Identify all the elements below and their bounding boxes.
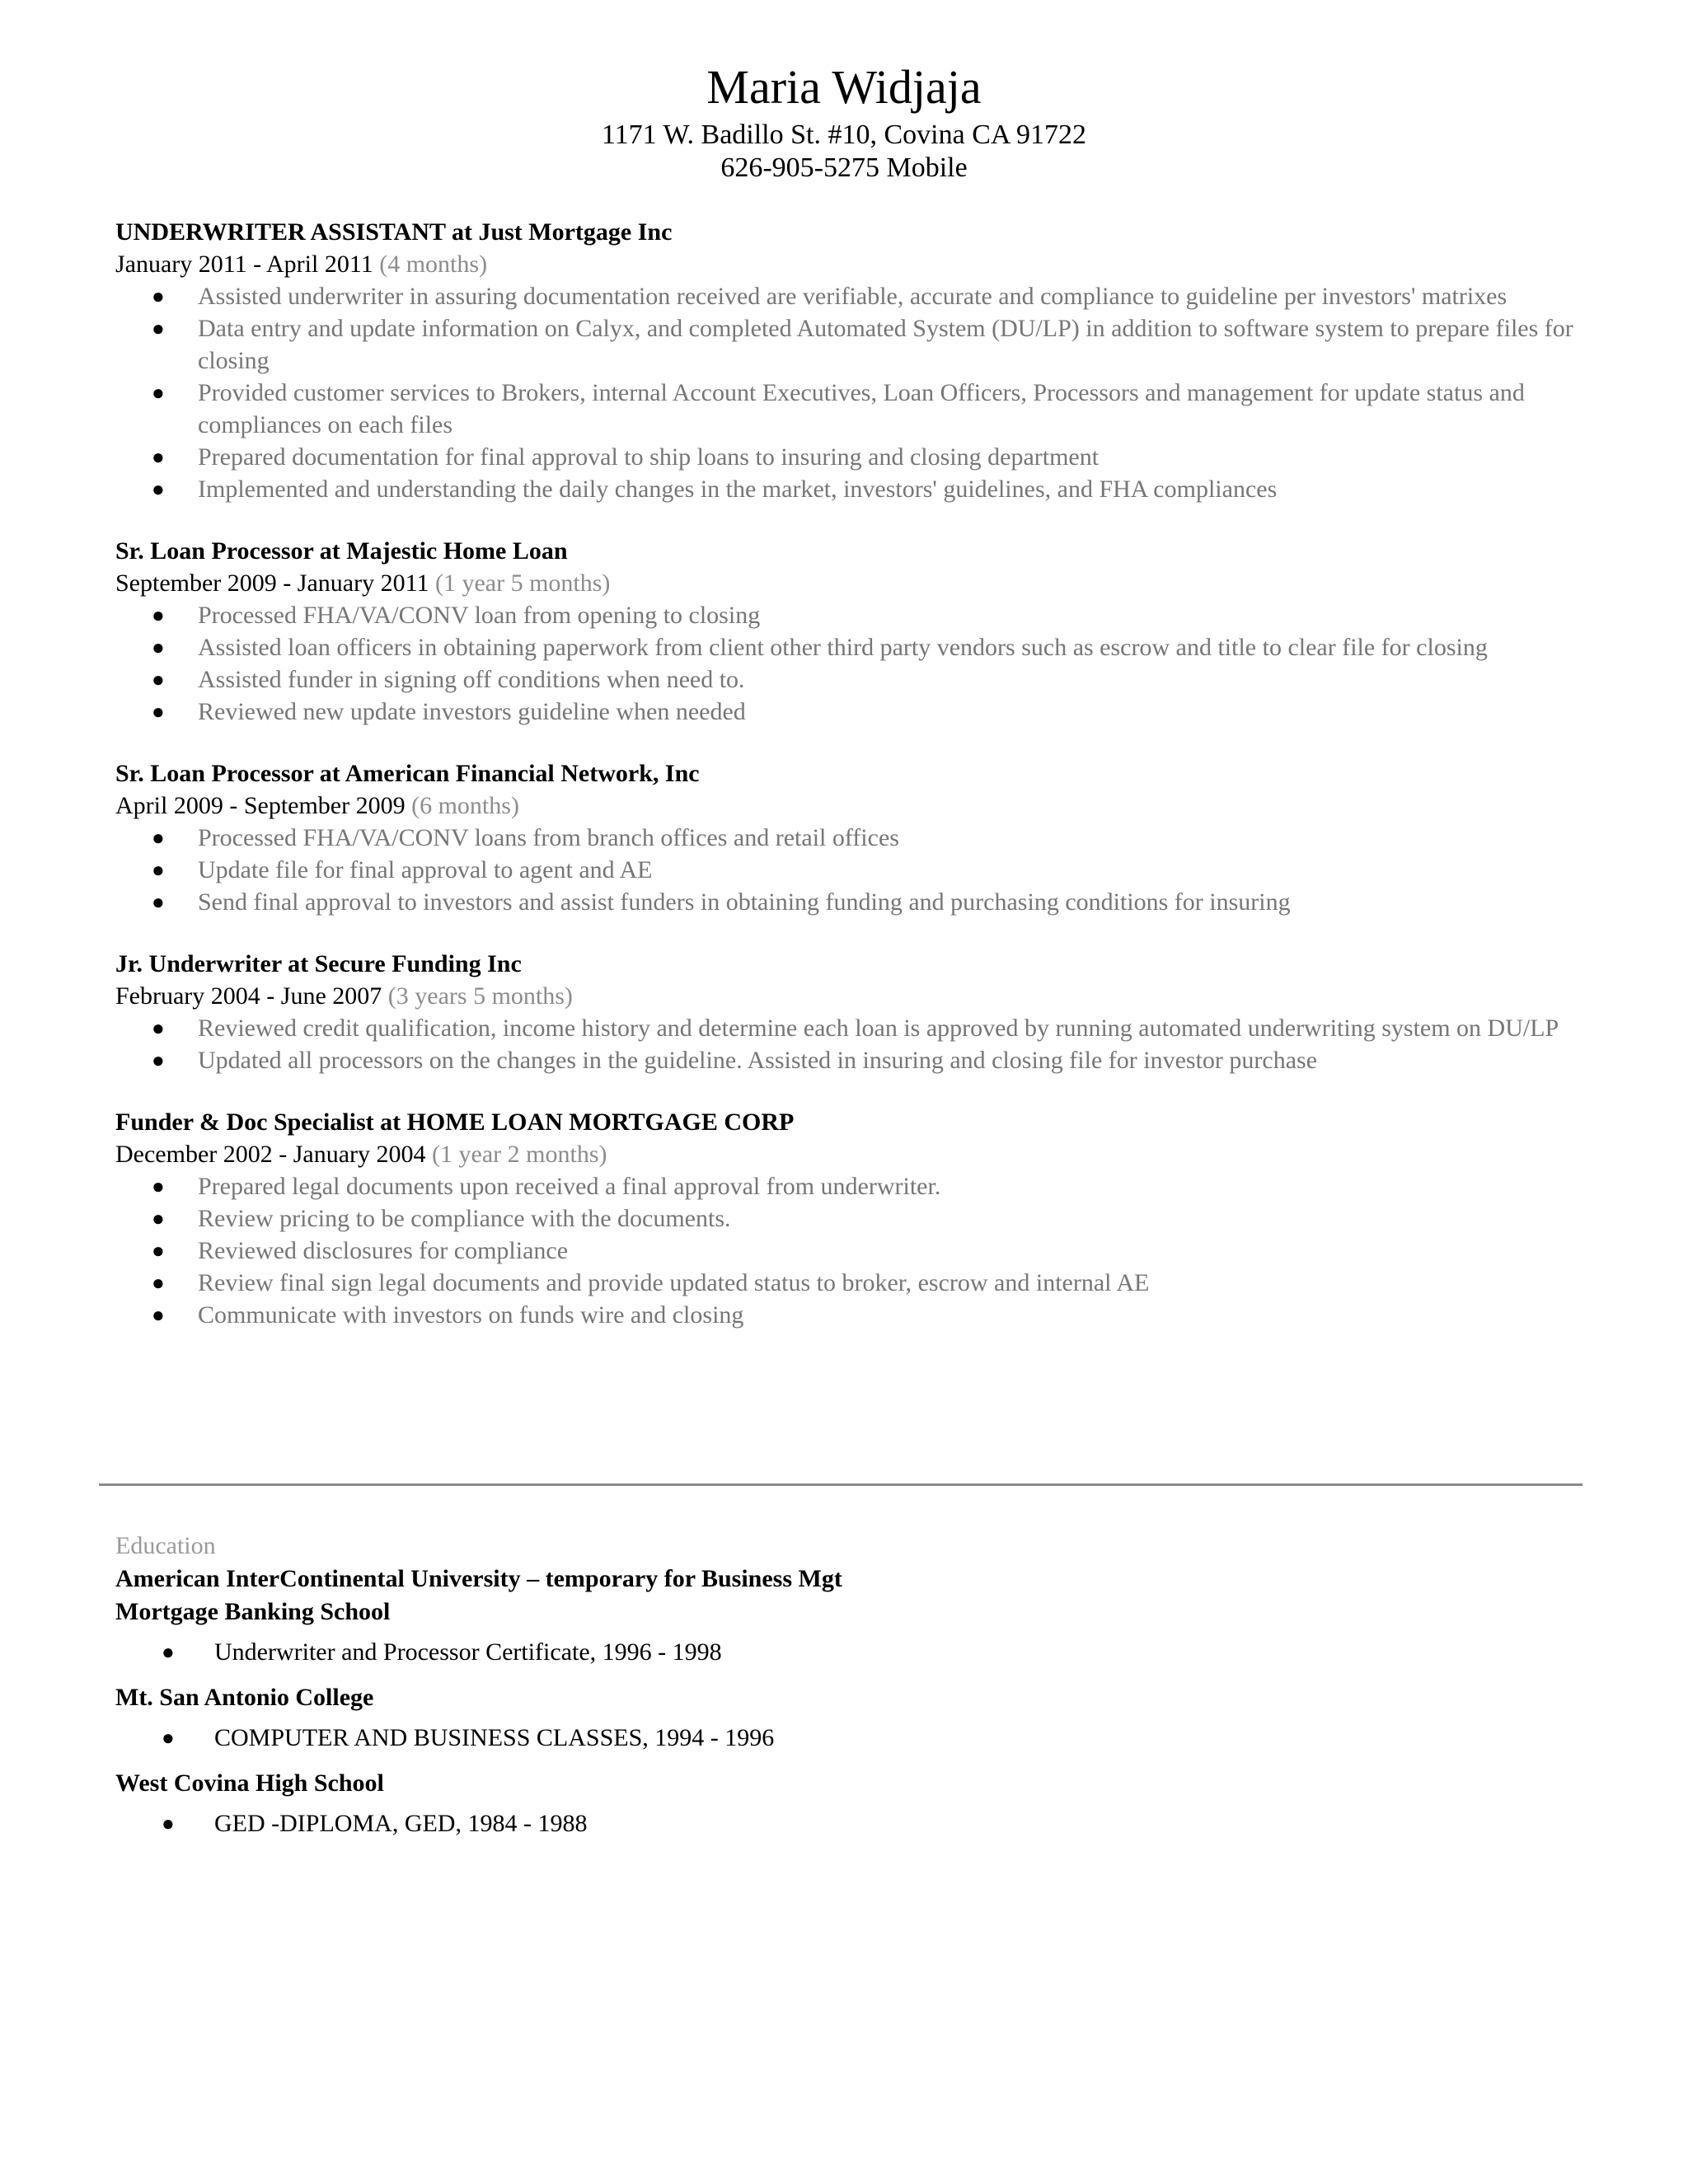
duty-text: Review final sign legal documents and provide updated status to broker, escrow and internal AE <box>198 1269 1150 1296</box>
duty-item <box>115 1202 1599 1235</box>
duty-text: Reviewed disclosures for compliance <box>198 1237 569 1264</box>
job-title: Jr. Underwriter at Secure Funding Inc <box>115 950 522 977</box>
job-title: Sr. Loan Processor at American Financial Network, Inc <box>115 760 700 787</box>
duty-text: Update file for final approval to agent and AE <box>198 856 653 883</box>
job-entry <box>115 216 1599 505</box>
school-items <box>115 1805 1599 1843</box>
duty-item <box>115 377 1599 441</box>
duty-item <box>115 599 1599 631</box>
bullet-icon: ● <box>152 668 165 691</box>
job-duties <box>115 280 1599 505</box>
duty-item <box>115 312 1599 377</box>
job-entry <box>115 1106 1599 1331</box>
job-entry <box>115 757 1599 918</box>
bullet-icon: ● <box>152 316 165 340</box>
experience-section <box>115 216 1599 1361</box>
candidate-name: Maria Widjaja <box>706 60 982 114</box>
job-dates <box>115 568 1599 599</box>
duty-item <box>115 1044 1599 1076</box>
bullet-icon: ● <box>152 1048 165 1072</box>
bullet-icon: ● <box>162 1640 175 1664</box>
duty-item <box>115 854 1599 886</box>
duty-text: Provided customer services to Brokers, internal Account Executives, Loan Officers, Processors and management for update status and compliances on each files <box>198 379 1525 438</box>
duty-text: Prepared legal documents upon received a final approval from underwriter. <box>198 1173 941 1200</box>
duty-item <box>115 1267 1599 1299</box>
duty-text: Assisted loan officers in obtaining paperwork from client other third party vendors such as escrow and title to clear file for closing <box>198 634 1488 661</box>
duty-item <box>115 280 1599 312</box>
job-duties <box>115 1170 1599 1331</box>
duty-item <box>115 441 1599 473</box>
phone: 626-905-5275 Mobile <box>720 152 968 183</box>
job-duration: (1 year 5 months) <box>434 569 611 597</box>
job-date-range: December 2002 - January 2004 <box>115 1141 426 1168</box>
duty-text: Send final approval to investors and assist funders in obtaining funding and purchasing conditions for insuring <box>198 888 1291 916</box>
address: 1171 W. Badillo St. #10, Covina CA 91722 <box>601 120 1087 150</box>
education-item-text: Underwriter and Processor Certificate, 1996 - 1998 <box>214 1638 722 1666</box>
bullet-icon: ● <box>152 890 165 914</box>
bullet-icon: ● <box>152 1207 165 1230</box>
job-duration: (1 year 2 months) <box>432 1141 607 1168</box>
duty-item <box>115 473 1599 505</box>
bullet-icon: ● <box>152 1016 165 1040</box>
duty-text: Communicate with investors on funds wire and closing <box>198 1301 744 1329</box>
bullet-icon: ● <box>152 635 165 659</box>
job-entry <box>115 948 1599 1076</box>
duty-item <box>115 663 1599 696</box>
school-name: American InterContinental University – temporary for Business Mgt <box>115 1565 842 1592</box>
bullet-icon: ● <box>162 1726 175 1750</box>
bullet-icon: ● <box>152 1303 165 1327</box>
job-date-range: September 2009 - January 2011 <box>115 569 429 597</box>
bullet-icon: ● <box>162 1811 175 1835</box>
education-item <box>115 1633 1599 1671</box>
job-duration: (4 months) <box>379 251 488 278</box>
job-dates <box>115 790 1599 822</box>
duty-text: Data entry and update information on Calyx, and completed Automated System (DU/LP) in addition to software system to prepare files for closing <box>198 315 1573 374</box>
school-items <box>115 1633 1599 1671</box>
duty-item <box>115 696 1599 728</box>
bullet-icon: ● <box>152 445 165 469</box>
job-duties <box>115 822 1599 918</box>
job-duration: (3 years 5 months) <box>387 982 573 1010</box>
duty-text: Implemented and understanding the daily changes in the market, investors' guidelines, and FHA compliances <box>198 476 1278 503</box>
education-item-text: COMPUTER AND BUSINESS CLASSES, 1994 - 1996 <box>214 1724 775 1751</box>
job-dates <box>115 249 1599 280</box>
education-item <box>115 1719 1599 1757</box>
duty-item <box>115 631 1599 663</box>
resume-header <box>0 56 1688 185</box>
school-name: Mt. San Antonio College <box>115 1684 374 1711</box>
bullet-icon: ● <box>152 1271 165 1295</box>
duty-text: Reviewed credit qualification, income history and determine each loan is approved by running automated underwriting system on DU/LP <box>198 1015 1559 1042</box>
job-date-range: February 2004 - June 2007 <box>115 982 382 1010</box>
school-name: Mortgage Banking School <box>115 1598 391 1625</box>
bullet-icon: ● <box>152 858 165 882</box>
job-title: Funder & Doc Specialist at HOME LOAN MORTGAGE CORP <box>115 1108 795 1136</box>
job-date-range: January 2011 - April 2011 <box>115 251 373 278</box>
duty-text: Processed FHA/VA/CONV loans from branch offices and retail offices <box>198 824 899 851</box>
bullet-icon: ● <box>152 1239 165 1263</box>
duty-item <box>115 886 1599 918</box>
duty-item <box>115 1299 1599 1331</box>
bullet-icon: ● <box>152 603 165 627</box>
duty-item <box>115 1170 1599 1202</box>
duty-text: Prepared documentation for final approval to ship loans to insuring and closing department <box>198 443 1100 471</box>
duty-text: Review pricing to be compliance with the documents. <box>198 1205 731 1232</box>
school-items <box>115 1719 1599 1757</box>
bullet-icon: ● <box>152 477 165 501</box>
job-title: Sr. Loan Processor at Majestic Home Loan <box>115 537 568 565</box>
section-divider <box>99 1483 1582 1486</box>
job-duties <box>115 599 1599 728</box>
education-item-text: GED -DIPLOMA, GED, 1984 - 1988 <box>214 1810 588 1837</box>
job-duties <box>115 1012 1599 1076</box>
duty-text: Assisted underwriter in assuring documentation received are verifiable, accurate and compliance to guideline per investors' matrixes <box>198 283 1507 310</box>
education-heading: Education <box>115 1532 216 1559</box>
education-section <box>115 1530 1599 1853</box>
bullet-icon: ● <box>152 284 165 308</box>
education-item <box>115 1805 1599 1843</box>
job-title: UNDERWRITER ASSISTANT at Just Mortgage Inc <box>115 218 673 246</box>
school-name: West Covina High School <box>115 1769 384 1797</box>
bullet-icon: ● <box>152 1174 165 1198</box>
duty-item <box>115 822 1599 854</box>
bullet-icon: ● <box>152 826 165 850</box>
job-dates <box>115 1139 1599 1170</box>
duty-text: Processed FHA/VA/CONV loan from opening to closing <box>198 602 761 629</box>
duty-text: Updated all processors on the changes in the guideline. Assisted in insuring and closing file for investor purchase <box>198 1047 1318 1074</box>
duty-text: Assisted funder in signing off conditions when need to. <box>198 666 745 693</box>
duty-item <box>115 1012 1599 1044</box>
job-date-range: April 2009 - September 2009 <box>115 792 406 819</box>
job-dates <box>115 981 1599 1012</box>
bullet-icon: ● <box>152 700 165 724</box>
duty-text: Reviewed new update investors guideline when needed <box>198 698 746 725</box>
job-entry <box>115 535 1599 728</box>
job-duration: (6 months) <box>411 792 519 819</box>
bullet-icon: ● <box>152 381 165 405</box>
duty-item <box>115 1235 1599 1267</box>
